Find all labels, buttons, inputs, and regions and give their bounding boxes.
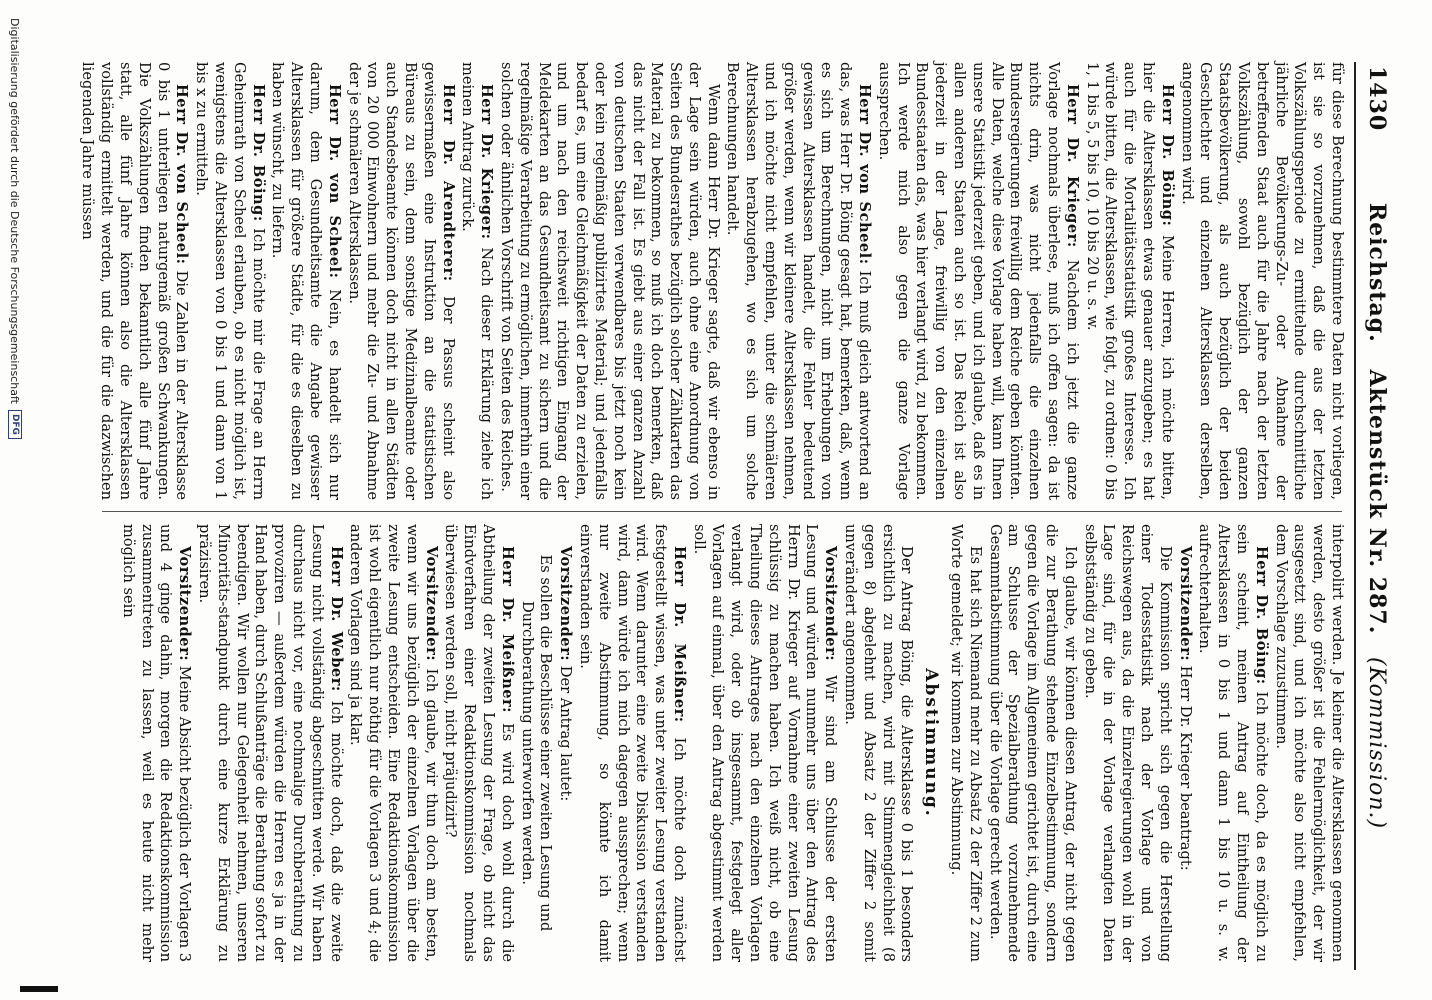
paragraph-text: Der Passus scheint also gewissermaßen eine Instruktion an die statistischen Büreaus zu sein, denn sonstige Medizinalbeamte oder auch Standesbeamte können doch nicht in allen Städten von 20 000 Einwohnern und mehr die Zu- und Abnahme der je schmäleren Altersklassen.: [345, 62, 457, 501]
speech-paragraph: [78, 62, 191, 500]
speaker-name: Herr Dr. Weber:: [327, 546, 345, 692]
text-paragraph: [1271, 524, 1346, 962]
speaker-name: Herr Dr. von Scheel:: [856, 84, 874, 265]
paragraph-text: Es wird doch wohl durch die Abtheilung der zweiten Lesung der Frage, ob nicht das Eindverfahren einer Redaktionskommission nochmals überwiesen werden soll, nicht präjudizirt?: [442, 524, 516, 963]
paragraph-text: Ich möchte mir die Frage an Herrn Geheimrath von Scheel erlauben, ob es nicht möglich ist, wenigstens die Altersklassen von 0 bis 1 und dann von 1 bis x zu ermitteln.: [193, 62, 267, 501]
speech-paragraph: [555, 524, 574, 962]
speaker-name: Vorsitzender:: [822, 546, 840, 662]
right-text-column: [117, 524, 1346, 962]
speech-paragraph: [575, 524, 688, 962]
speech-paragraph: [689, 524, 839, 962]
page-header: [1354, 62, 1392, 970]
speech-paragraph: [344, 62, 457, 500]
speech-paragraph: [1082, 62, 1176, 500]
speech-paragraph: [268, 62, 343, 500]
speech-paragraph: [1195, 524, 1270, 962]
paragraph-text: Der Antrag lautet:: [557, 665, 575, 802]
issue-number: Aktenstück Nr. 287.: [1364, 369, 1390, 635]
text-paragraph: [496, 62, 722, 500]
paragraph-text: Ich möchte doch zunächst festgestellt wissen, was unter zweiter Lesung verstanden wird. Wenn darunter eine zweite Diskussion verstanden wird, dann würde ich mich dagegen aussprechen; wenn nur zweite Abstimmung, so könnte ich damit einverstanden sein.: [576, 524, 688, 962]
speaker-name: Herr Dr. Krieger:: [1063, 84, 1081, 248]
speaker-name: Herr Dr. von Scheel:: [325, 84, 343, 279]
speech-paragraph: [458, 62, 496, 500]
paragraph-text: Wenn dann Herr Dr. Krieger sagte, daß wir ebenso in der Lage sein würden, auch ohne eine Anordnung von Seiten des Bundesrathes bezüglich solcher Zählkarten das Material zu bekommen, so muß ich doch bemerken, daß das nicht der Fall ist. Es giebt aus einer ganzen Anzahl von deutschen Staaten verwendbares bis jetzt noch kein oder kein regelmäßig publizirtes Material; und jedenfalls bedarf es, um eine Gleichmäßigkeit der Daten zu erzielen, und um nach den reichsweit richtigen Eingang der Meldekarten an das Gesundheitsamt zu sichern und die regelmäßige Verarbeitung zu ermöglichen, immerhin einer solchen oder ähnlichen Vorschrift von Seiten des Reiches.: [497, 62, 722, 500]
digitization-note-text: Digitalisierung gefördert durch die Deutsche Forschungsgemeinschaft: [8, 18, 22, 404]
speaker-name: Vorsitzender:: [557, 546, 575, 662]
dfg-logo: DFG: [8, 410, 22, 439]
speaker-name: Herr Dr. Krieger:: [478, 84, 496, 240]
speech-paragraph: [191, 62, 266, 500]
paragraph-text: Ich möchte doch, daß die zweite Lesung nicht vollständig abgeschnitten werde. Wir haben durchaus nicht vor, eine nochmalige Durchberathung zu provoziren — außerdem würden die Herren es ja in der Hand haben, durch Schlußanträge die Berathung sofort zu beendigen. Wir wollen nur Gelegenheit nehmen, unseren Minoritäts-standpunkt durch eine kurze Erklärung zu präzisiren.: [195, 524, 345, 962]
session-label: (Kommission.): [1364, 657, 1389, 830]
paragraph-text: Der Antrag Böing, die Altersklasse 0 bis 1 besonders ersichtlich zu machen, wird mit Stimmengleichheit (8 gegen 8) abgelehnt und Absatz 2 der Ziffer 2 somit unverändert angenommen.: [842, 524, 916, 962]
paragraph-text: Nachdem ich jetzt die ganze Vorlage nochmals überlese, muß ich offen sagen: da ist nichts drin, was nicht jedenfalls die einzelnen Bundesregierungen freiwillig dem Reiche geben könnten. Alle Daten, welche diese Vorlage haben will, kann Ihnen unsere Statistik jederzeit geben, und ich glaube, daß es in allen anderen Staaten auch so ist. Das Reich ist also jederzeit in der Lage, freiwillig von den einzelnen Bundesstaaten das, was hier verlangt wird, zu bekommen. Ich werde mich also gegen die ganze Vorlage aussprechen.: [875, 62, 1081, 500]
paragraph-text: Herr Dr. Krieger beantragt:: [1176, 665, 1194, 871]
speaker-name: Herr Dr. von Scheel:: [173, 84, 191, 265]
journal-title: Reichstag.: [1364, 202, 1390, 343]
paragraph-text: interpolirt werden. Je kleiner die Altersklassen genommen werden, desto größer ist die Fehlermöglichkeit, der wir ausgesetzt sind, und ich möchte also nicht empfehlen, dem Vorschlage zuzustimmen.: [1272, 524, 1346, 962]
paragraph-text: Meine Absicht bezüglich der Vorlagen 3 und 4 ginge dahin, morgen die Redaktionskommission zusammentreten zu lassen, weil es heute nicht mehr möglich sein: [119, 524, 194, 963]
speech-paragraph: [723, 62, 873, 500]
text-paragraph: [840, 524, 915, 962]
paragraph-text: Nein, es handelt sich nur darum, dem Gesundheitsamte die Angabe gewisser Altersklassen für größere Städte, für die es dieselben zu haben wünscht, zu liefern.: [269, 62, 343, 501]
paragraph-text: Ich muß gleich antwortend an das, was Herr Dr. Böing gesagt hat, bemerken, daß, wenn es sich um Berechnungen, nicht um Erhebungen von gewissen Altersklassen handelt, die Fehler bedeutend größer werden, wenn wir kleinere Altersklassen nehmen, und ich möchte nicht empfehlen, unter die schmäleren Altersklassen herabzugehen, wo es sich um solche Berechnungen handelt.: [724, 62, 874, 501]
digitization-note: [8, 18, 22, 439]
speaker-name: Herr Dr. Meißner:: [498, 546, 516, 714]
text-paragraph: [985, 524, 1079, 962]
paragraph-text: Meine Herren, ich möchte bitten, hier die Altersklassen etwas genauer anzugeben; es hat auch für die Mortalitätsstatistik großes Interesse. Ich würde bitten, die Altersklassen, wie folgt, zu ordnen: 0 bis 1, 1 bis 5, 5 bis 10, 10 bis 20 u. s. w.: [1083, 62, 1176, 500]
text-paragraph: [517, 524, 555, 962]
speaker-name: Herr Dr. Böing:: [1158, 84, 1176, 227]
speaker-name: Herr Dr. Arendterer:: [439, 84, 457, 282]
speech-paragraph: [441, 524, 516, 962]
paragraph-text: Ich glaube, wir thun doch am besten, wenn wir uns bezüglich der einzelnen Vorlagen über die zweite Lesung entscheiden. Eine Redaktionskommission ist wohl eigentlich nur nöthig für die Vorlagen 3 und 4; die anderen Vorlagen sind ja klar.: [347, 524, 440, 963]
paragraph-text: Die Zahlen in der Altersklasse 0 bis 1 unterliegen naturgemäß großen Schwankungen. Die Volkszählungen finden bekanntlich alle fünf Jahre statt, alle fünf Jahre können also die Altersklassen vollständig ermittelt werden, und die für die dazwischen liegenden Jahre müssen: [79, 62, 191, 501]
speaker-name: Herr Dr. Böing:: [249, 84, 267, 222]
speech-paragraph: [194, 524, 344, 962]
speaker-name: Herr Dr. Böing:: [1252, 546, 1270, 685]
scan-edge-mark: [20, 986, 58, 992]
paragraph-text: für diese Berechnung bestimmtere Daten nicht vorliegen, ist sie so vorzunehmen, daß die aus der letzten Volkszählungsperiode zu ermittelnde durchschnittliche jährliche Bevölkerungs-Zu- oder Abnahme der betreffenden Staat auch für die Jahre nach der letzten Volkszählung, sowohl bezüglich der ganzen Staatsbevölkerung, als auch bezüglich der beiden Geschlechter und einzelnen Altersklassen derselben, angenommen wird.: [1178, 62, 1346, 500]
speech-paragraph: [1175, 524, 1194, 962]
speech-paragraph: [874, 62, 1081, 500]
section-heading: Abstimmung.: [921, 668, 942, 818]
speaker-name: Vorsitzender:: [176, 546, 194, 662]
paragraph-text: Die Kommission spricht sich gegen die Herstellung einer Todesstatistik nach der Vorlage und von Reichswegen aus, da die Einzelregierungen wohl in der Lage sind, für die in der Vorlage verlangten Daten selbstständig zu geben.: [1081, 524, 1174, 962]
left-text-column: [77, 62, 1346, 500]
speaker-name: Vorsitzender:: [422, 546, 440, 662]
running-title: [1364, 62, 1390, 970]
speaker-name: Herr Dr. Meißner:: [670, 546, 688, 723]
paragraph-text: Es hat sich Niemand mehr zu Absatz 2 der Ziffer 2 zum Worte gemeldet; wir kommen zur Abstimmung.: [948, 524, 984, 962]
speech-paragraph: [118, 524, 193, 962]
speaker-name: Vorsitzender:: [1176, 546, 1194, 662]
paragraph-text: Ich glaube, wir können diesen Antrag, der nicht gegen die zur Berathung stehende Einzelbestimmung, sondern gegen die Vorlage im Allgemeinen gerichtet ist, durch eine am Schlusse der Spezialberathung vorzunehmende Gesammtabstimmung über die Vorlage gerecht werden.: [986, 524, 1079, 962]
speech-paragraph: [346, 524, 440, 962]
page-number: 1430: [1364, 66, 1390, 132]
text-paragraph: [946, 524, 984, 962]
paragraph-text: Wir sind am Schlusse der ersten Lesung und würden nunmehr uns über den Antrag des Herrn Dr. Krieger auf Vornahme einer zweiten Lesung schlüssig zu machen haben. Ich weiß nicht, ob eine Theilung dieses Antrages nach den einzelnen Vorlagen verlangt wird, oder ob insgesammt, festgelegt aller Vorlagen auf einmal, über den Antrag abgestimmt werden soll.: [690, 524, 840, 962]
paragraph-text: Ich möchte doch, da es möglich zu sein scheint, meinen Antrag auf Eintheilung der Altersklassen in 0 bis 1 und dann 1 bis 10 u. s. w. aufrechterhalten.: [1196, 524, 1270, 963]
paragraph-text: Es sollen die Beschlüsse einer zweiten Lesung und Durchberathung unterworfen werden.: [518, 554, 555, 932]
text-paragraph: [1177, 62, 1346, 500]
text-paragraph: [1080, 524, 1174, 962]
paragraph-text: Nach dieser Erklärung ziehe ich meinen Antrag zurück.: [459, 62, 496, 500]
column-divider: [102, 511, 1342, 512]
